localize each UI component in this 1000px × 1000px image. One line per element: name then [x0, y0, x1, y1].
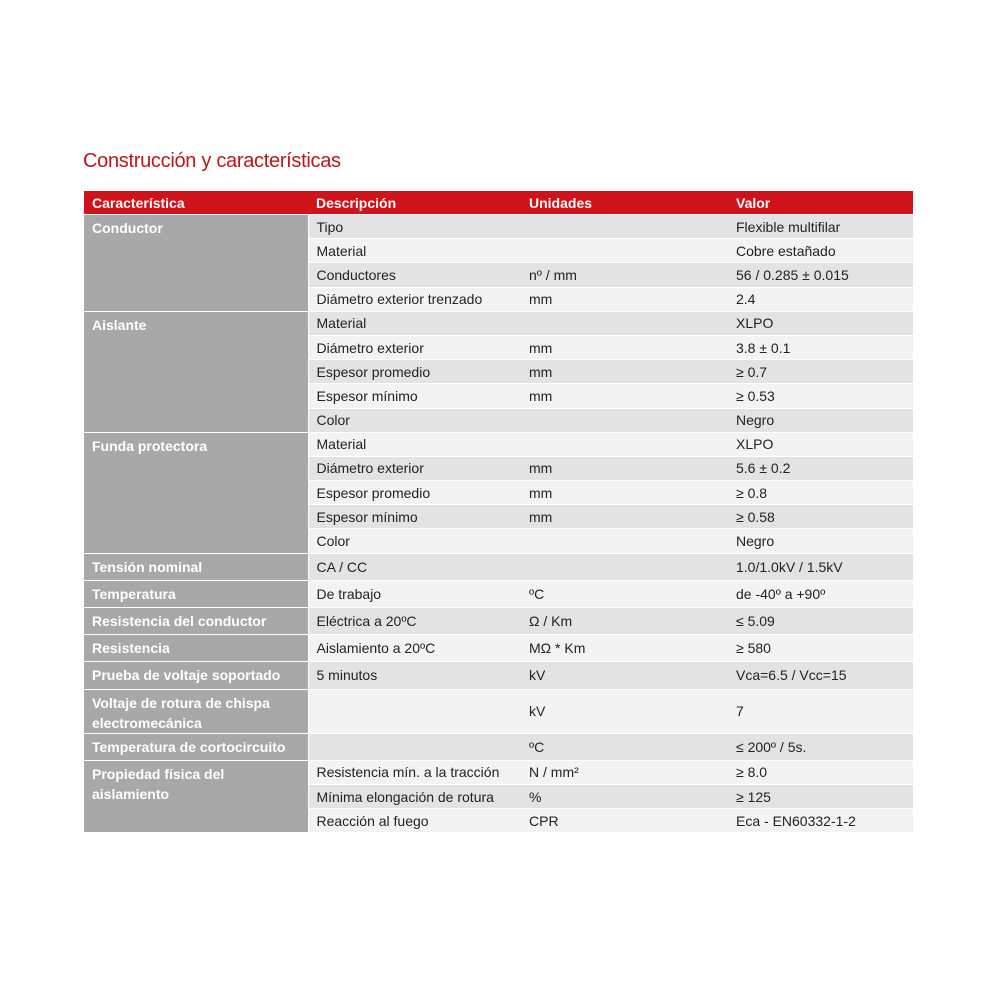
characteristic-cell: Temperatura	[84, 580, 308, 607]
characteristic-cell: Aislante	[84, 311, 308, 432]
value-cell: ≤ 200º / 5s.	[728, 733, 913, 760]
value-cell: Negro	[728, 529, 913, 553]
value-cell: ≥ 0.7	[728, 360, 913, 384]
table-body	[84, 215, 913, 833]
description-cell	[308, 689, 521, 733]
characteristic-cell: Voltaje de rotura de chispa electromecánica	[84, 689, 308, 733]
characteristic-cell: Resistencia del conductor	[84, 608, 308, 635]
value-cell: 3.8 ± 0.1	[728, 335, 913, 359]
value-cell: Vca=6.5 / Vcc=15	[728, 662, 913, 689]
table-row	[84, 311, 913, 335]
description-cell: Material	[308, 311, 521, 335]
description-cell: Espesor promedio	[308, 481, 521, 505]
description-cell: Reacción al fuego	[308, 809, 521, 833]
units-cell	[521, 311, 728, 335]
characteristic-cell: Conductor	[84, 215, 308, 312]
units-cell: mm	[521, 335, 728, 359]
description-cell: Aislamiento a 20ºC	[308, 635, 521, 662]
units-cell: nº / mm	[521, 263, 728, 287]
description-cell: Diámetro exterior	[308, 456, 521, 480]
value-cell: 5.6 ± 0.2	[728, 456, 913, 480]
units-cell: ºC	[521, 580, 728, 607]
description-cell	[308, 733, 521, 760]
units-cell: ºC	[521, 733, 728, 760]
description-cell: Conductores	[308, 263, 521, 287]
units-cell	[521, 215, 728, 239]
table-row	[84, 760, 913, 784]
units-cell	[521, 529, 728, 553]
value-cell: XLPO	[728, 432, 913, 456]
description-cell: De trabajo	[308, 580, 521, 607]
value-cell: ≥ 0.53	[728, 384, 913, 408]
description-cell: Espesor promedio	[308, 360, 521, 384]
description-cell: CA / CC	[308, 553, 521, 580]
characteristic-cell: Propiedad física del aislamiento	[84, 760, 308, 833]
value-cell: ≥ 8.0	[728, 760, 913, 784]
description-cell: Resistencia mín. a la tracción	[308, 760, 521, 784]
value-cell: ≥ 125	[728, 784, 913, 808]
header-description: Descripción	[308, 191, 521, 215]
value-cell: Negro	[728, 408, 913, 432]
table-row	[84, 553, 913, 580]
table-row	[84, 215, 913, 239]
table-row	[84, 733, 913, 760]
header-units: Unidades	[521, 191, 728, 215]
units-cell	[521, 408, 728, 432]
description-cell: Tipo	[308, 215, 521, 239]
table-row	[84, 432, 913, 456]
value-cell: 56 / 0.285 ± 0.015	[728, 263, 913, 287]
description-cell: Espesor mínimo	[308, 384, 521, 408]
description-cell: Diámetro exterior trenzado	[308, 287, 521, 311]
units-cell: mm	[521, 360, 728, 384]
table-row	[84, 580, 913, 607]
value-cell: 1.0/1.0kV / 1.5kV	[728, 553, 913, 580]
units-cell: mm	[521, 287, 728, 311]
description-cell: Diámetro exterior	[308, 335, 521, 359]
characteristic-cell: Temperatura de cortocircuito	[84, 733, 308, 760]
description-cell: Eléctrica a 20ºC	[308, 608, 521, 635]
units-cell: CPR	[521, 809, 728, 833]
value-cell: XLPO	[728, 311, 913, 335]
value-cell: ≤ 5.09	[728, 608, 913, 635]
header-value: Valor	[728, 191, 913, 215]
units-cell: kV	[521, 662, 728, 689]
table-row	[84, 635, 913, 662]
units-cell: kV	[521, 689, 728, 733]
table-header-row	[84, 191, 913, 215]
units-cell	[521, 553, 728, 580]
description-cell: Espesor mínimo	[308, 505, 521, 529]
units-cell	[521, 239, 728, 263]
value-cell: Cobre estañado	[728, 239, 913, 263]
units-cell: mm	[521, 384, 728, 408]
description-cell: Material	[308, 239, 521, 263]
table-row	[84, 662, 913, 689]
characteristics-table	[84, 191, 913, 833]
characteristic-cell: Prueba de voltaje soportado	[84, 662, 308, 689]
description-cell: 5 minutos	[308, 662, 521, 689]
value-cell: ≥ 0.8	[728, 481, 913, 505]
value-cell: 2.4	[728, 287, 913, 311]
value-cell: ≥ 0.58	[728, 505, 913, 529]
value-cell: ≥ 580	[728, 635, 913, 662]
description-cell: Color	[308, 408, 521, 432]
units-cell	[521, 432, 728, 456]
value-cell: 7	[728, 689, 913, 733]
value-cell: Eca - EN60332-1-2	[728, 809, 913, 833]
characteristic-cell: Resistencia	[84, 635, 308, 662]
units-cell: Ω / Km	[521, 608, 728, 635]
units-cell: N / mm²	[521, 760, 728, 784]
description-cell: Mínima elongación de rotura	[308, 784, 521, 808]
units-cell: MΩ * Km	[521, 635, 728, 662]
units-cell: mm	[521, 505, 728, 529]
description-cell: Color	[308, 529, 521, 553]
page-title: Construcción y características	[83, 150, 341, 172]
units-cell: mm	[521, 456, 728, 480]
table-row	[84, 608, 913, 635]
characteristic-cell: Tensión nominal	[84, 553, 308, 580]
characteristic-cell: Funda protectora	[84, 432, 308, 553]
value-cell: de -40º a +90º	[728, 580, 913, 607]
units-cell: mm	[521, 481, 728, 505]
description-cell: Material	[308, 432, 521, 456]
header-characteristic: Característica	[84, 191, 308, 215]
value-cell: Flexible multifilar	[728, 215, 913, 239]
units-cell: %	[521, 784, 728, 808]
table-row	[84, 689, 913, 733]
